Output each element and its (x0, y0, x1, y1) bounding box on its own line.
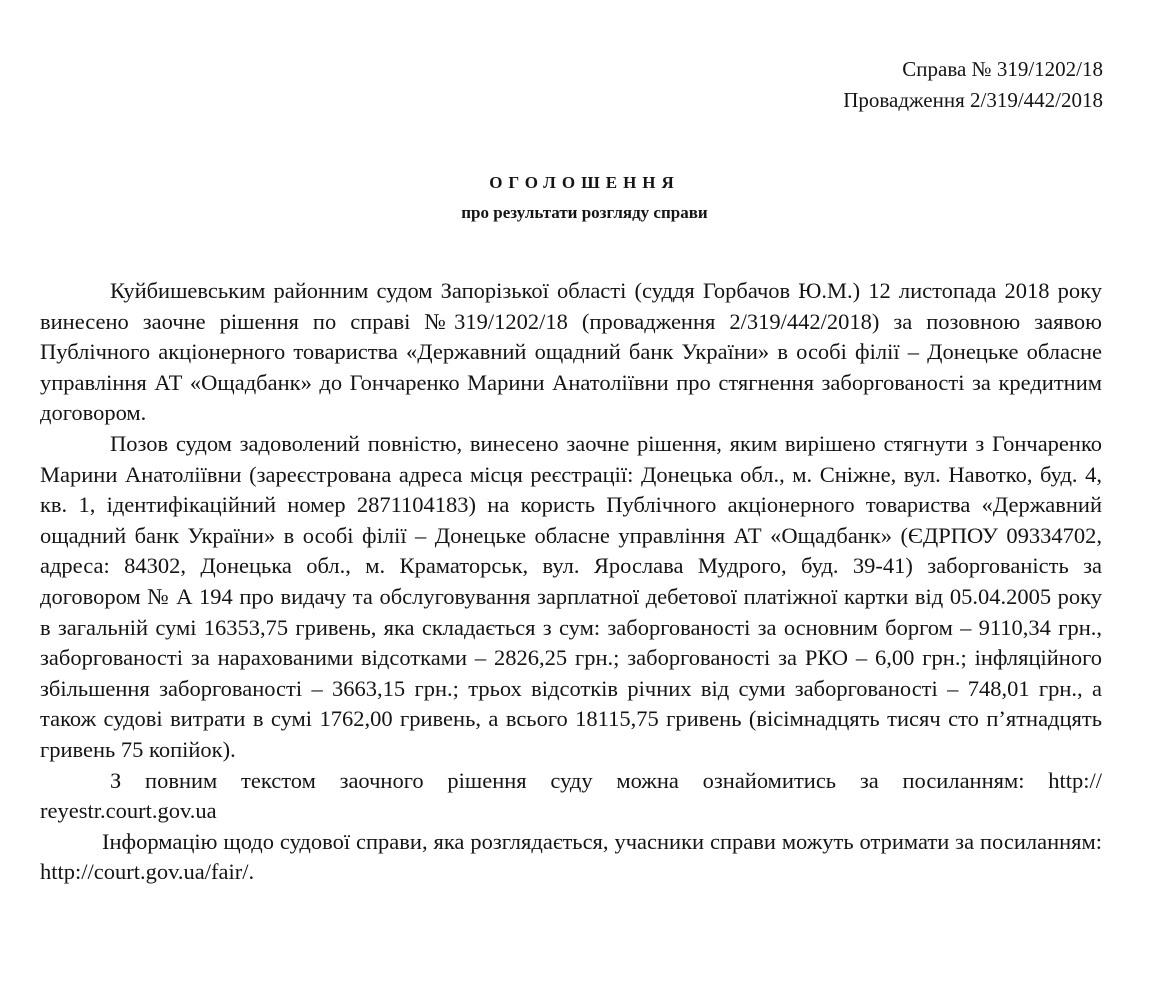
announcement-subtitle: про результати розгляду справи (461, 203, 708, 222)
case-reference-block (843, 54, 1103, 116)
proceeding-number: Провадження 2/319/442/2018 (843, 88, 1103, 112)
paragraph-decision-issued: Куйбишевським районним судом Запорізької області (суддя Горбачов Ю.М.) 12 листопада 2018 року винесено заочне рішення по справі №319/1202/18 (провадження 2/319/442/2018) за позовною заявою Публічного акціонерного товариства «Державний ощадний банк України» в особі філії – Донецьке обласне управління АТ «Ощадбанк» до Гончаренко Марини Анатоліївни про стягнення заборгованості за кредитним договором. (40, 278, 1102, 426)
announcement-title: ОГОЛОШЕННЯ (489, 173, 680, 192)
paragraph-case-info-link: Інформацію щодо судової справи, яка розглядається, учасники справи можуть отримати за посиланням: http://court.gov.ua/fair/. (40, 828, 1102, 885)
announcement-heading (0, 171, 1169, 225)
paragraph-full-text-link: З повним текстом заочного рішення суду можна ознайомитись за посиланням: http:// reyestr.court.gov.ua (40, 767, 1102, 824)
announcement-body (40, 276, 1102, 888)
case-number: Справа № 319/1202/18 (902, 57, 1103, 81)
paragraph-claim-satisfied: Позов судом задоволений повністю, винесено заочне рішення, яким вирішено стягнути з Гончаренко Марини Анатоліївни (зареєстрована адреса місця реєстрації: Донецька обл., м. Сніжне, вул. Навотко, буд. 4, кв. 1, ідентифікаційний номер 2871104183) на користь Публічного акціонерного товариства «Державний ощадний банк України» в особі філії – Донецьке обласне управління АТ «Ощадбанк» (ЄДРПОУ 09334702, адреса: 84302, Донецька обл., м. Краматорськ, вул. Ярослава Мудрого, буд. 39-41) заборгованість за договором № А 194 про видачу та обслуговування зарплатної дебетової платіжної картки від 05.04.2005 року в загальній сумі 16353,75 гривень, яка складається з сум: заборгованості за основним боргом – 9110,34 грн., заборгованості за нарахованими відсотками – 2826,25 грн.; заборгованості за РКО – 6,00 грн.; інфляційного збільшення заборгованості – 3663,15 грн.; трьох відсотків річних від суми заборгованості – 748,01 грн., а також судові витрати в сумі 1762,00 гривень, а всього 18115,75 гривень (вісімнадцять тисяч сто п’ятнадцять гривень 75 копійок). (40, 430, 1102, 762)
